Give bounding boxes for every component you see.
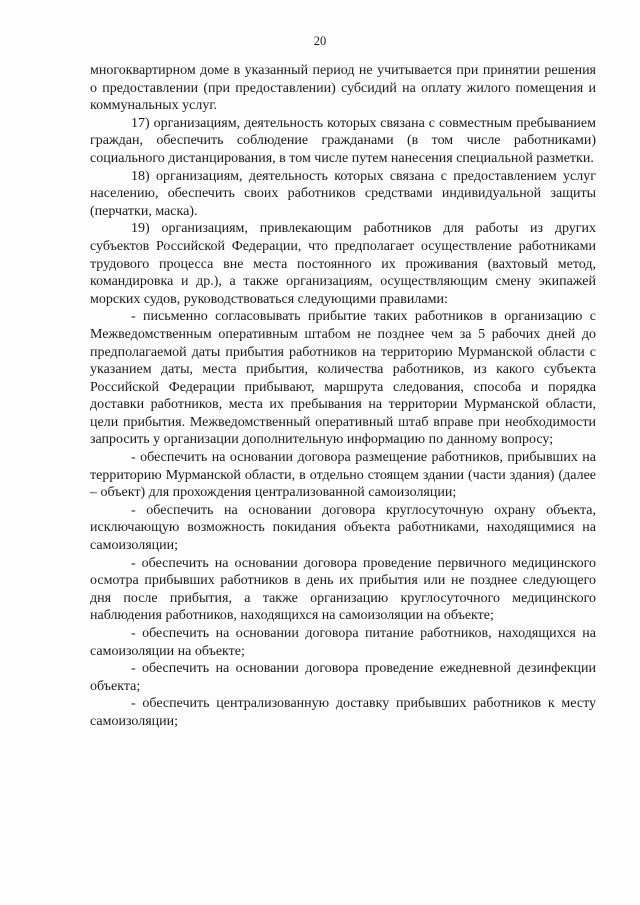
rule-notify-headquarters: - письменно согласовывать прибытие таких работников в организацию с Межведомственным оперативным штабом не позднее чем за 5 рабочих дней до предполагаемой даты прибытия работников на территорию Мурманской области с указанием даты, места прибытия, количества работников, из какого субъекта Российской Федерации прибывают, маршрута следования, способа и порядка доставки работников, места их пребывания на территории Мурманской области, цели прибытия. Межведомственный оперативный штаб вправе при необходимости запросить у организации дополнительную информацию по данному вопросу; <box>90 309 596 448</box>
paragraph-item-17: 17) организациям, деятельность которых связана с совместным пребыванием граждан, обеспечить соблюдение гражданами (в том числе работниками) социального дистанцирования, в том числе путем нанесения специальной разметки. <box>90 115 596 166</box>
rule-disinfection: - обеспечить на основании договора проведение ежедневной дезинфекции объекта; <box>90 661 596 694</box>
rule-medical-examination: - обеспечить на основании договора проведение первичного медицинского осмотра прибывших работников в день их прибытия или не позднее следующего дня после прибытия, а также организацию круглосуточного медицинского наблюдения работников, находящихся на самоизоляции на объекте; <box>90 555 596 624</box>
paragraph-continuation: многоквартирном доме в указанный период не учитывается при принятии решения о предоставлении (при предоставлении) субсидий на оплату жилого помещения и коммунальных услуг. <box>90 63 596 114</box>
page-number: 20 <box>313 34 327 48</box>
rule-transport: - обеспечить централизованную доставку прибывших работников к месту самоизоляции; <box>90 696 596 729</box>
rule-security: - обеспечить на основании договора круглосуточную охрану объекта, исключающую возможность покидания объекта работниками, находящимися на самоизоляции; <box>90 502 596 554</box>
document-body <box>90 62 596 731</box>
rule-meals: - обеспечить на основании договора питание работников, находящихся на самоизоляции на объекте; <box>90 626 596 659</box>
paragraph-item-18: 18) организациям, деятельность которых связана с предоставлением услуг населению, обеспечить своих работников средствами индивидуальной защиты (перчатки, маска). <box>90 168 596 219</box>
rule-accommodation: - обеспечить на основании договора размещение работников, прибывших на территорию Мурманской области, в отдельно стоящем здании (части здания) (далее – объект) для прохождения централизованной самоизоляции; <box>90 450 596 501</box>
paragraph-item-19: 19) организациям, привлекающим работников для работы из других субъектов Российской Федерации, что предполагает осуществление работниками трудового процесса вне места постоянного их проживания (вахтовый метод, командировка и др.), а также организациям, осуществляющим смену экипажей морских судов, руководствоваться следующими правилами: <box>90 221 596 307</box>
